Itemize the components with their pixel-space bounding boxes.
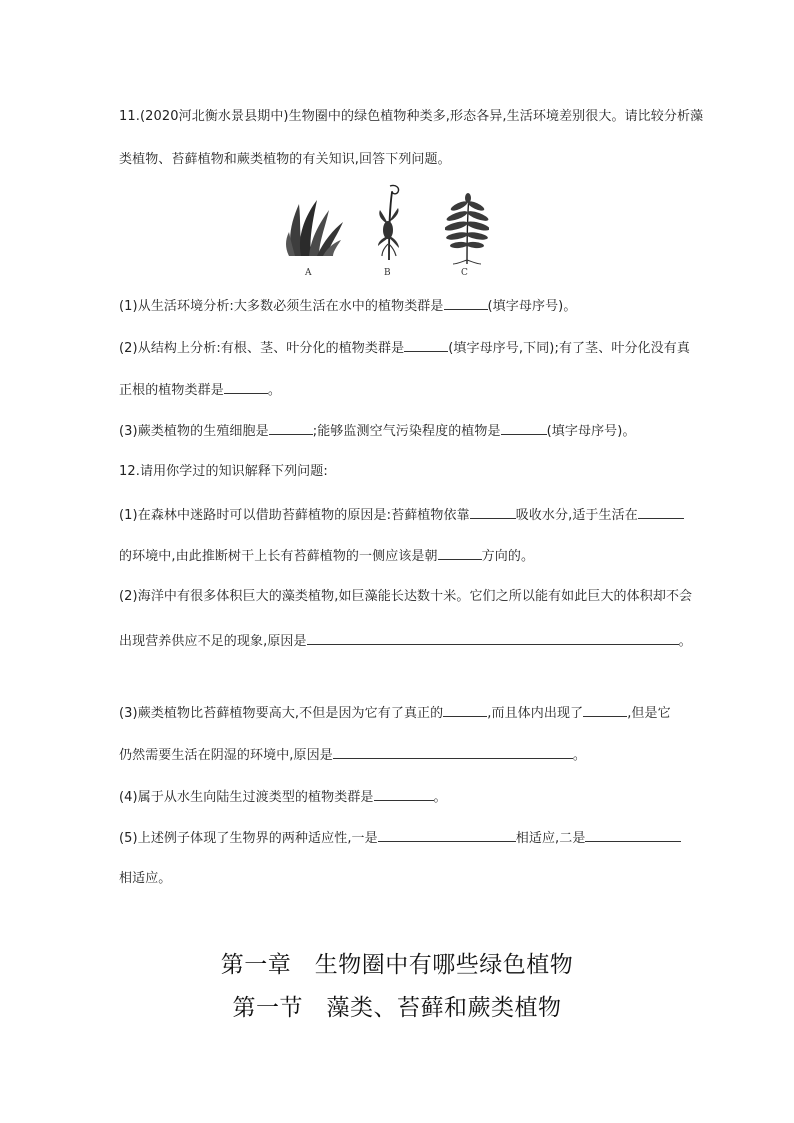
q12-part1: (1)在森林中迷路时可以借助苔藓植物的原因是:苔藓植物依靠 吸收水分,适于生活在 [119, 506, 684, 524]
fern-illustration [445, 192, 489, 266]
figure-label-a: A [305, 268, 312, 278]
answer-blank[interactable] [438, 547, 482, 560]
answer-blank[interactable] [583, 704, 627, 717]
q12-part4: (4)属于从水生向陆生过渡类型的植物类群是 。 [119, 790, 447, 805]
answer-blank[interactable] [585, 829, 681, 842]
answer-blank[interactable] [638, 506, 684, 519]
q12-part2: (2)海洋中有很多体积巨大的藻类植物,如巨藻能长达数十米。它们之所以能有如此巨大的体积却不会 [119, 589, 693, 604]
answer-blank[interactable] [269, 422, 313, 435]
q11-stem-line1: 11.(2020河北衡水景县期中)生物圈中的绿色植物种类多,形态各异,生活环境差别很大。请比较分析藻 [119, 109, 704, 124]
answer-blank[interactable] [404, 339, 448, 352]
figure-label-c: C [461, 268, 468, 278]
answer-blank[interactable] [444, 297, 488, 310]
q12-part3-cont: 仍然需要生活在阴湿的环境中,原因是 。 [119, 748, 586, 763]
q12-part2-cont: 出现营养供应不足的现象,原因是 。 [119, 634, 692, 649]
algae-illustration [283, 196, 347, 260]
q12-stem: 12.请用你学过的知识解释下列问题: [119, 464, 328, 479]
section-title: 第一节 藻类、苔藓和蕨类植物 [232, 995, 562, 1021]
q12-part1-cont: 的环境中,由此推断树干上长有苔藓植物的一侧应该是朝 方向的。 [119, 549, 535, 564]
moss-illustration [372, 182, 406, 266]
q12-part5: (5)上述例子体现了生物界的两种适应性,一是 相适应,二是 [119, 829, 681, 847]
answer-blank[interactable] [224, 381, 268, 394]
answer-blank[interactable] [374, 788, 434, 801]
q11-part3: (3)蕨类植物的生殖细胞是 ;能够监测空气污染程度的植物是 (填字母序号)。 [119, 424, 636, 439]
answer-blank[interactable] [501, 422, 547, 435]
q11-stem-line2: 类植物、苔藓植物和蕨类植物的有关知识,回答下列问题。 [119, 152, 451, 167]
figure-label-b: B [384, 268, 391, 278]
q12-part5-cont: 相适应。 [119, 871, 172, 886]
answer-blank[interactable] [307, 632, 679, 645]
q11-part1: (1)从生活环境分析:大多数必须生活在水中的植物类群是 (填字母序号)。 [119, 299, 577, 314]
answer-blank[interactable] [378, 829, 516, 842]
q11-part2-cont: 正根的植物类群是 。 [119, 383, 281, 398]
chapter-title: 第一章 生物圈中有哪些绿色植物 [220, 952, 574, 978]
q11-part2: (2)从结构上分析:有根、茎、叶分化的植物类群是 (填字母序号,下同);有了茎、叶分化没有真 [119, 341, 690, 356]
answer-blank[interactable] [333, 746, 573, 759]
answer-blank[interactable] [470, 506, 516, 519]
q12-part3: (3)蕨类植物比苔藓植物要高大,不但是因为它有了真正的 ,而且体内出现了 ,但是它 [119, 706, 671, 721]
answer-blank[interactable] [443, 704, 487, 717]
